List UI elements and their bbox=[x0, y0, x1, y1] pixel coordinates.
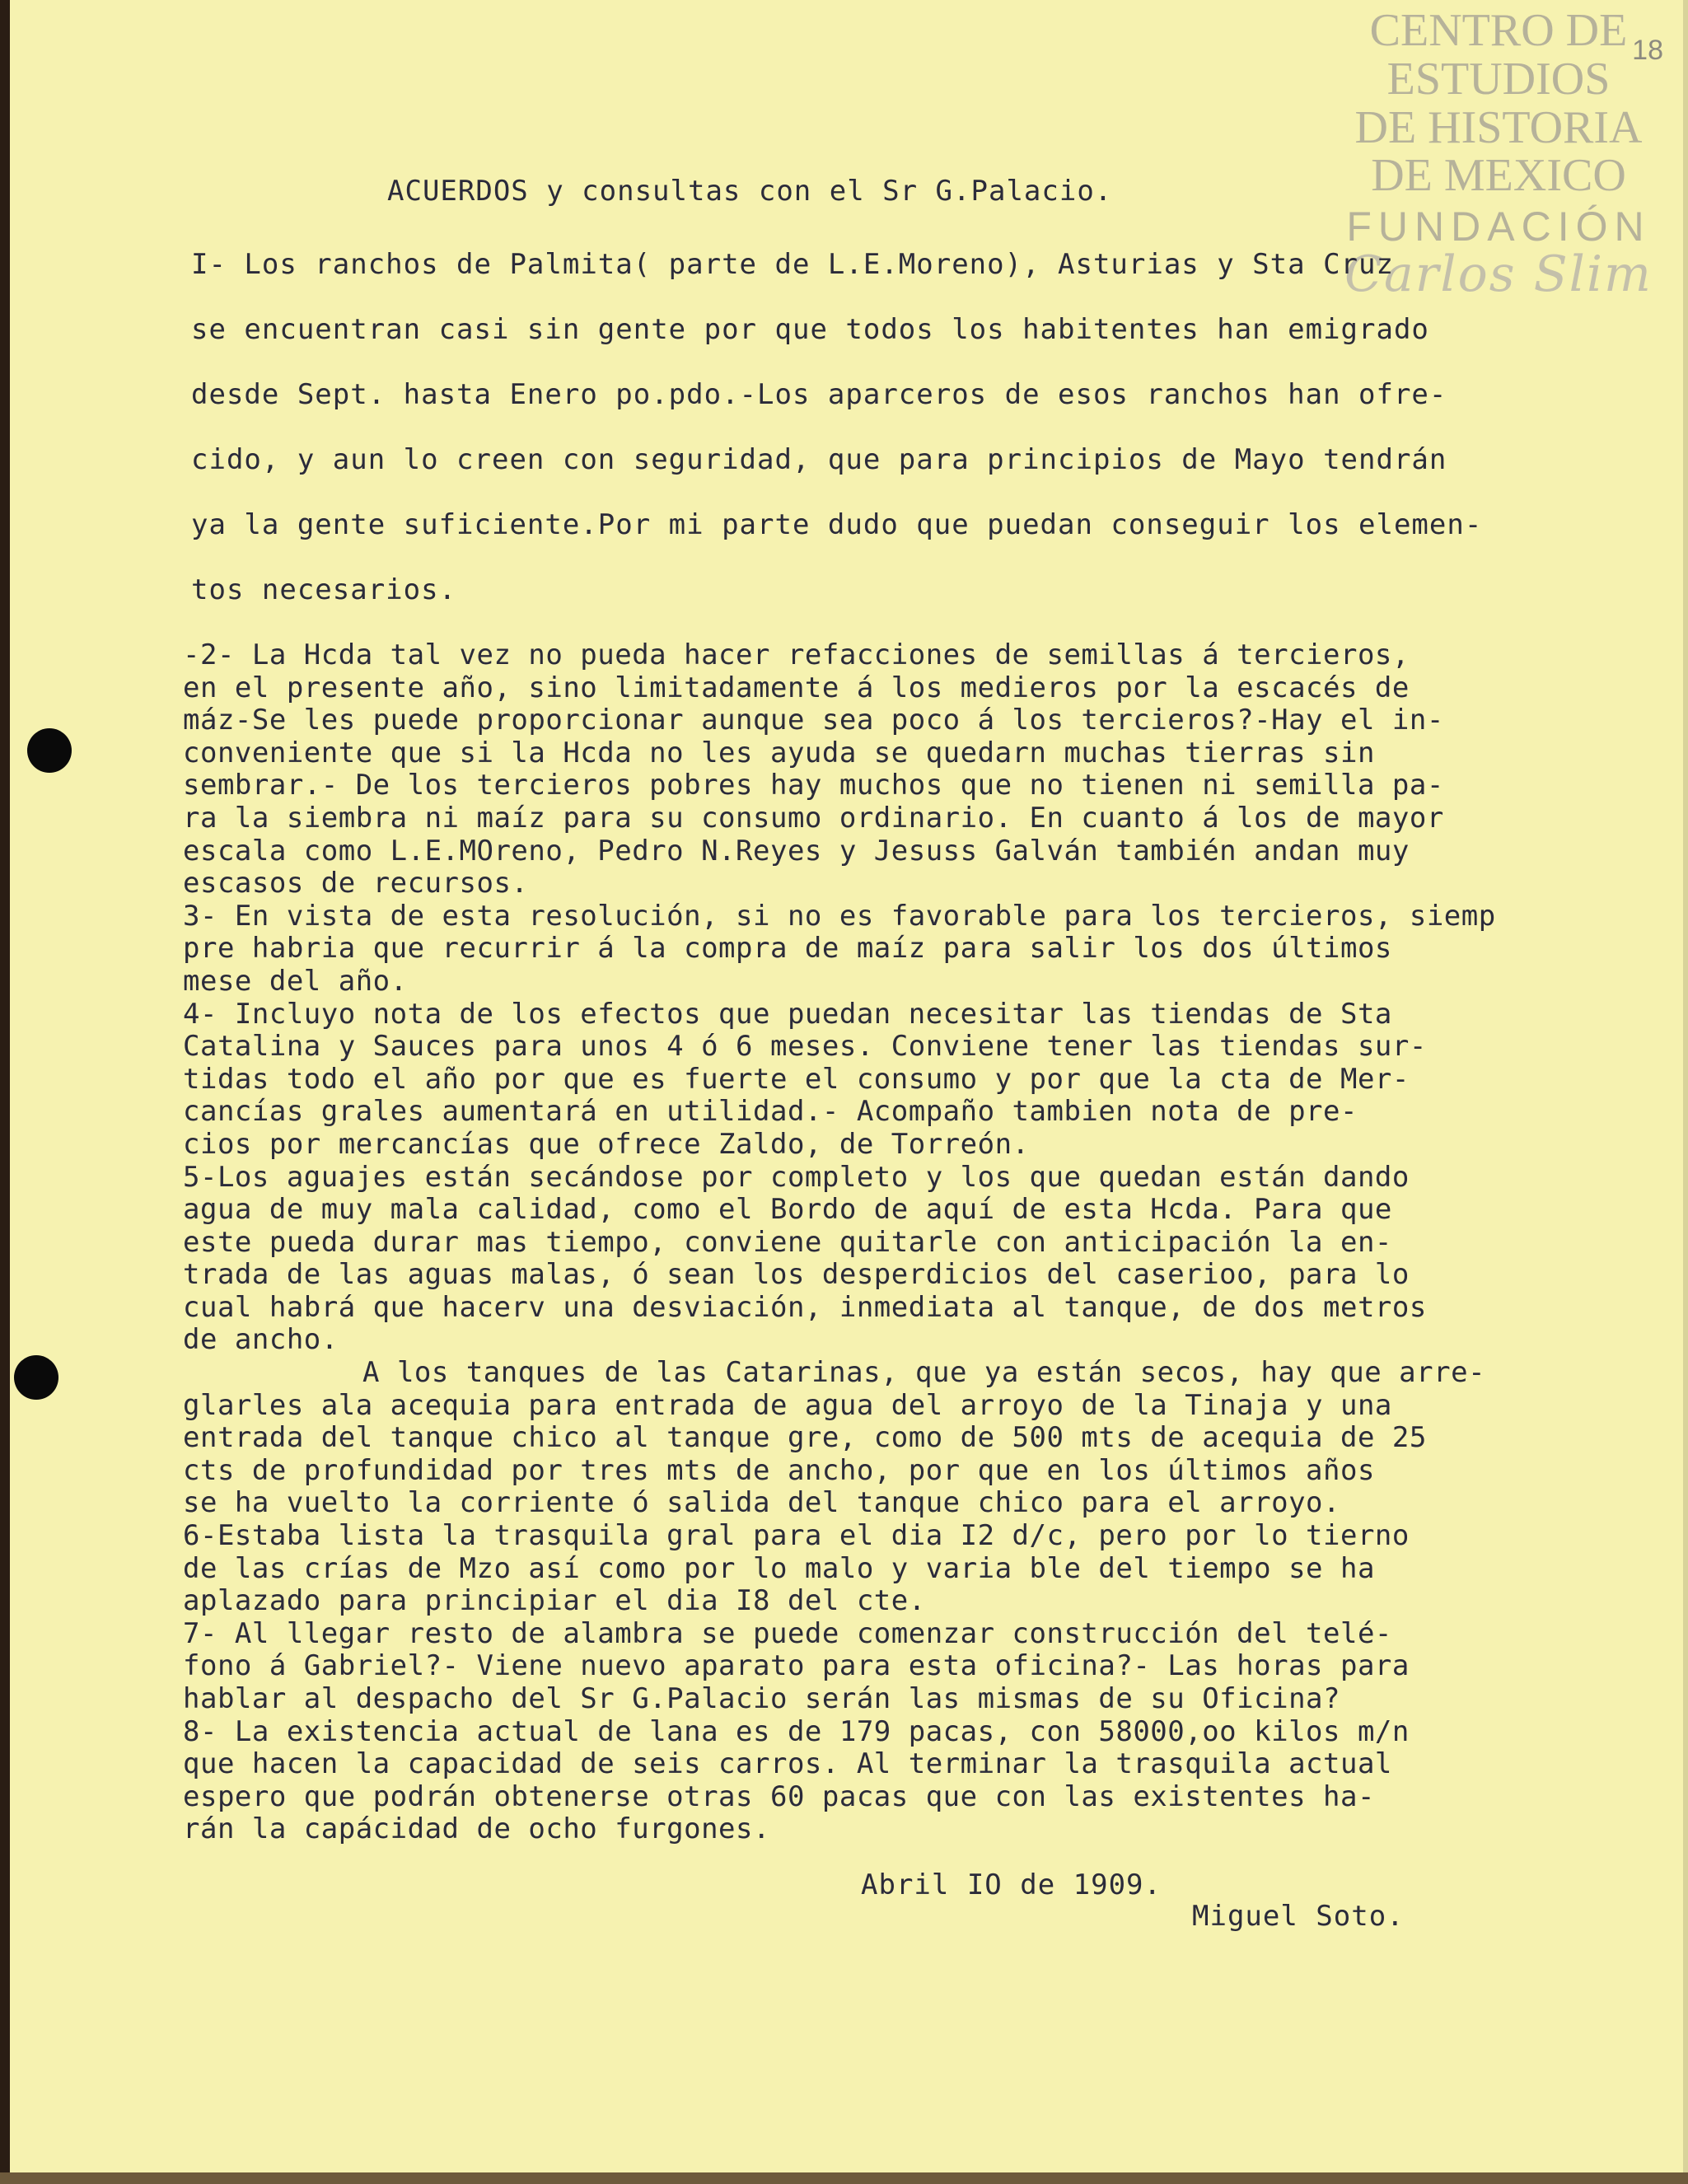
document-signature: Miguel Soto. bbox=[1192, 1900, 1405, 1933]
watermark-line: CENTRO DE bbox=[1369, 5, 1628, 56]
text-line: se encuentran casi sin gente por que todos los habitentes han emigrado bbox=[191, 313, 1429, 346]
text-line: de ancho. bbox=[183, 1323, 339, 1357]
watermark-line: DE HISTORIA bbox=[1354, 101, 1643, 153]
text-line: trada de las aguas malas, ó sean los desperdicios del caserioo, para lo bbox=[183, 1258, 1410, 1292]
scan-right-edge bbox=[1683, 0, 1688, 2184]
text-line: se ha vuelto la corriente ó salida del tanque chico para el arroyo. bbox=[183, 1486, 1340, 1520]
page-number: 18 bbox=[1632, 35, 1663, 66]
text-line: máz-Se les puede proporcionar aunque sea poco á los tercieros?-Hay el in- bbox=[183, 704, 1444, 737]
scan-bottom-edge bbox=[0, 2172, 1688, 2184]
text-line: ya la gente suficiente.Por mi parte dudo que puedan conseguir los elemen- bbox=[191, 508, 1483, 541]
document-body bbox=[183, 639, 1633, 1846]
text-line: de las crías de Mzo así como por lo malo y varia ble del tiempo se ha bbox=[183, 1551, 1375, 1585]
punch-hole bbox=[14, 1355, 58, 1400]
text-line: cual habrá que hacerv una desviación, inmediata al tanque, de dos metros bbox=[183, 1290, 1427, 1324]
text-line: 8- La existencia actual de lana es de 179 pacas, con 58000,oo kilos m/n bbox=[183, 1714, 1410, 1748]
text-line: cios por mercancías que ofrece Zaldo, de Torreón. bbox=[183, 1127, 1030, 1161]
text-line: cts de profundidad por tres mts de ancho, por que en los últimos años bbox=[183, 1453, 1375, 1487]
text-line: cancías grales aumentará en utilidad.- Acompaño tambien nota de pre- bbox=[183, 1095, 1358, 1129]
text-line: tidas todo el año por que es fuerte el consumo y por que la cta de Mer- bbox=[183, 1062, 1410, 1096]
text-line: 3- En vista de esta resolución, si no es favorable para los tercieros, siemp bbox=[183, 899, 1496, 933]
watermark-line: ESTUDIOS bbox=[1386, 53, 1611, 105]
paragraph-1 bbox=[191, 232, 1641, 623]
scan-left-edge bbox=[0, 0, 10, 2184]
text-line: 4- Incluyo nota de los efectos que puedan necesitar las tiendas de Sta bbox=[183, 997, 1392, 1031]
text-line: desde Sept. hasta Enero po.pdo.-Los aparceros de esos ranchos han ofre- bbox=[191, 378, 1447, 411]
text-line: A los tanques de las Catarinas, que ya están secos, hay que arre- bbox=[362, 1356, 1486, 1390]
text-line: 5-Los aguajes están secándose por completo y los que quedan están dando bbox=[183, 1160, 1410, 1194]
text-line: sembrar.- De los tercieros pobres hay muchos que no tienen ni semilla pa- bbox=[183, 769, 1444, 802]
document-date: Abril IO de 1909. bbox=[861, 1868, 1162, 1901]
text-line: 6-Estaba lista la trasquila gral para el dia I2 d/c, pero por lo tierno bbox=[183, 1519, 1410, 1553]
text-line: aplazado para principiar el dia I8 del cte. bbox=[183, 1584, 926, 1618]
text-line: -2- La Hcda tal vez no pueda hacer refacciones de semillas á tercieros, bbox=[183, 638, 1410, 671]
text-line: Catalina y Sauces para unos 4 ó 6 meses. Conviene tener las tiendas sur- bbox=[183, 1030, 1427, 1064]
text-line: cido, y aun lo creen con seguridad, que para principios de Mayo tendrán bbox=[191, 443, 1447, 476]
watermark-line: FUNDACIÓN bbox=[1346, 203, 1651, 250]
text-line: glarles ala acequia para entrada de agua del arroyo de la Tinaja y una bbox=[183, 1388, 1392, 1422]
text-line: tos necesarios. bbox=[191, 573, 457, 606]
text-line: espero que podrán obtenerse otras 60 pacas que con las existentes ha- bbox=[183, 1779, 1375, 1813]
text-line: ra la siembra ni maíz para su consumo ordinario. En cuanto á los de mayor bbox=[183, 801, 1444, 835]
watermark-line: DE MEXICO bbox=[1371, 150, 1626, 202]
text-line: hablar al despacho del Sr G.Palacio serán las mismas de su Oficina? bbox=[183, 1682, 1340, 1715]
text-line: este pueda durar mas tiempo, conviene quitarle con anticipación la en- bbox=[183, 1225, 1392, 1259]
text-line: pre habria que recurrir á la compra de maíz para salir los dos últimos bbox=[183, 932, 1392, 966]
text-line: escasos de recursos. bbox=[183, 867, 529, 900]
text-line: entrada del tanque chico al tanque gre, como de 500 mts de acequia de 25 bbox=[183, 1421, 1427, 1455]
text-line: que hacen la capacidad de seis carros. Al terminar la trasquila actual bbox=[183, 1747, 1392, 1781]
text-line: I- Los ranchos de Palmita( parte de L.E.Moreno), Asturias y Sta Cruz bbox=[191, 248, 1394, 281]
text-line: agua de muy mala calidad, como el Bordo de aquí de esta Hcda. Para que bbox=[183, 1193, 1392, 1227]
punch-hole bbox=[27, 728, 72, 773]
text-line: 7- Al llegar resto de alambra se puede comenzar construcción del telé- bbox=[183, 1616, 1392, 1650]
document-title: ACUERDOS y consultas con el Sr G.Palacio. bbox=[387, 175, 1113, 208]
watermark-signature: Carlos Slim bbox=[1344, 245, 1653, 303]
text-line: en el presente año, sino limitadamente á los medieros por la escacés de bbox=[183, 671, 1410, 704]
text-line: escala como L.E.MOreno, Pedro N.Reyes y Jesuss Galván también andan muy bbox=[183, 834, 1410, 868]
text-line: conveniente que si la Hcda no les ayuda se quedarn muchas tierras sin bbox=[183, 736, 1375, 769]
text-line: fono á Gabriel?- Viene nuevo aparato para esta oficina?- Las horas para bbox=[183, 1649, 1410, 1683]
text-line: rán la capácidad de ocho furgones. bbox=[183, 1812, 770, 1846]
text-line: mese del año. bbox=[183, 964, 408, 998]
